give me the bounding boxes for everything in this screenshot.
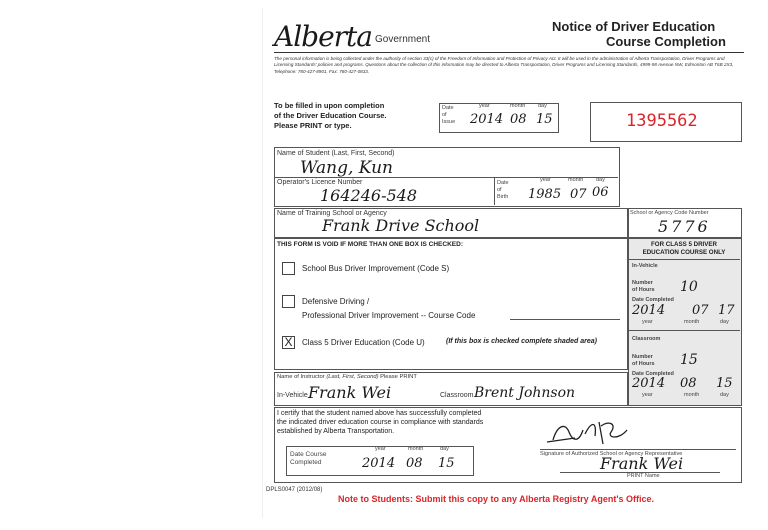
representative-print-name[interactable]: Frank Wei	[600, 454, 684, 473]
print-name-label: PRINT Name	[627, 473, 660, 479]
void-notice: THIS FORM IS VOID IF MORE THAN ONE BOX IS CHECKED:	[277, 241, 463, 248]
header-rule	[274, 52, 744, 53]
cr-col-year: year	[642, 392, 653, 398]
certification-text: I certify that the student named above has successfully completed the indicated driver education course in compliance with standards established by Alberta Transportation.	[277, 410, 484, 435]
dob-divider	[494, 177, 495, 205]
completion-day[interactable]: 15	[438, 456, 455, 471]
issue-col-month: month	[510, 103, 526, 109]
class5-checkbox[interactable]: X	[282, 336, 295, 349]
instructions-line1: To be filled in upon completion	[274, 101, 385, 110]
student-name[interactable]: Wang, Kun	[300, 158, 393, 178]
dob-col-month: month	[568, 177, 584, 183]
school-bus-checkbox[interactable]	[282, 262, 295, 275]
form-title-line2: Course Completion	[606, 34, 726, 49]
completion-col-year: year	[375, 446, 386, 452]
privacy-notice: The personal information is being collected under the authority of section 33(c) of the Freedom of Information and Protection of Privacy Act. It will be used in the administration of Alberta Transportation, Driver Programs and Licensing Standards' policies and programs. Questions about the collection of this information may be directed to Alberta Transportation, Driver Programs and Licensing Standards, 4999-98 Avenue NW, Edmonton AB T6B 2X3, Telephone: 780-427-8901, Fax: 780-427-0833.	[274, 56, 734, 74]
issue-month[interactable]: 08	[510, 112, 527, 127]
licence-number[interactable]: 164246-548	[320, 186, 418, 205]
completion-year[interactable]: 2014	[362, 456, 396, 471]
form-code: DPLS0047 (2012/08)	[266, 487, 323, 493]
defensive-label-line2: Professional Driver Improvement -- Course Code	[302, 311, 476, 320]
class5-panel-title: FOR CLASS 5 DRIVER EDUCATION COURSE ONLY	[642, 241, 726, 256]
completion-col-day: day	[440, 446, 449, 452]
student-name-rule	[274, 177, 618, 178]
dob-year[interactable]: 1985	[528, 187, 562, 202]
iv-col-month: month	[684, 319, 700, 325]
form-title-line1: Notice of Driver Education	[552, 19, 716, 34]
instructions-line3: Please PRINT or type.	[274, 121, 352, 130]
instructions	[274, 101, 387, 131]
issue-col-year: year	[479, 103, 490, 109]
dob-col-year: year	[540, 177, 551, 183]
issue-col-day: day	[538, 103, 547, 109]
class5-label: Class 5 Driver Education (Code U)	[302, 338, 425, 347]
iv-hours[interactable]: 10	[680, 279, 698, 295]
course-code-line[interactable]	[510, 319, 620, 320]
defensive-checkbox[interactable]	[282, 295, 295, 308]
cr-number-label: Number of Hours	[632, 354, 655, 367]
issue-year[interactable]: 2014	[470, 112, 504, 127]
iv-day[interactable]: 17	[718, 303, 735, 318]
cr-date-label: Date Completed	[632, 371, 674, 377]
school-code[interactable]: 5776	[658, 217, 711, 236]
class5-note: (If this box is checked complete shaded area)	[446, 338, 597, 345]
student-name-label: Name of Student (Last, First, Second)	[277, 150, 395, 157]
completion-col-month: month	[408, 446, 424, 452]
dob-col-day: day	[596, 177, 605, 183]
cr-year[interactable]: 2014	[632, 376, 666, 391]
instructor-in-vehicle-name[interactable]: Frank Wei	[308, 383, 392, 402]
defensive-label-line1: Defensive Driving /	[302, 297, 370, 306]
instructor-classroom-name[interactable]: Brent Johnson	[474, 385, 576, 401]
government-label: Government	[375, 34, 431, 45]
in-vehicle-label: In-Vehicle	[632, 263, 658, 269]
signature-line	[540, 449, 736, 450]
cr-day[interactable]: 15	[716, 376, 733, 391]
cr-col-month: month	[684, 392, 700, 398]
cr-col-day: day	[720, 392, 729, 398]
instructor-label: Name of Instructor (Last, First, Second) Please PRINT	[277, 374, 417, 380]
cr-hours[interactable]: 15	[680, 352, 698, 368]
issue-day[interactable]: 15	[536, 112, 553, 127]
instructions-line2: of the Driver Education Course.	[274, 111, 387, 120]
signature-scribble[interactable]	[545, 412, 635, 448]
classroom-label: Classroom	[632, 336, 661, 342]
licence-label: Operator's Licence Number	[277, 179, 363, 186]
iv-col-year: year	[642, 319, 653, 325]
class5-mid-rule	[628, 330, 740, 331]
instructor-classroom-label: Classroom	[440, 392, 474, 399]
serial-number: 1395562	[626, 111, 698, 131]
alberta-logo: Alberta	[274, 20, 372, 53]
dob-month[interactable]: 07	[570, 187, 587, 202]
school-code-label: School or Agency Code Number	[630, 210, 709, 216]
instructor-in-vehicle-label: In-Vehicle	[277, 392, 308, 399]
completion-month[interactable]: 08	[406, 456, 423, 471]
iv-year[interactable]: 2014	[632, 303, 666, 318]
school-name-label: Name of Training School or Agency	[277, 210, 387, 217]
iv-date-label: Date Completed	[632, 297, 674, 303]
dob-label: Date of Birth	[497, 180, 509, 200]
completion-date-label: Date Course Completed	[290, 451, 327, 466]
signature-label: Signature of Authorized School or Agency Representative	[540, 451, 683, 457]
issue-date-label: Date of Issue	[442, 105, 456, 125]
student-note: Note to Students: Submit this copy to any Alberta Registry Agent's Office.	[338, 494, 655, 504]
dob-day[interactable]: 06	[592, 185, 609, 200]
iv-col-day: day	[720, 319, 729, 325]
iv-number-label: Number of Hours	[632, 280, 655, 293]
school-name[interactable]: Frank Drive School	[322, 216, 480, 235]
school-bus-label: School Bus Driver Improvement (Code S)	[302, 264, 450, 273]
cr-month[interactable]: 08	[680, 376, 697, 391]
iv-month[interactable]: 07	[692, 303, 709, 318]
class5-title-rule	[628, 259, 740, 260]
